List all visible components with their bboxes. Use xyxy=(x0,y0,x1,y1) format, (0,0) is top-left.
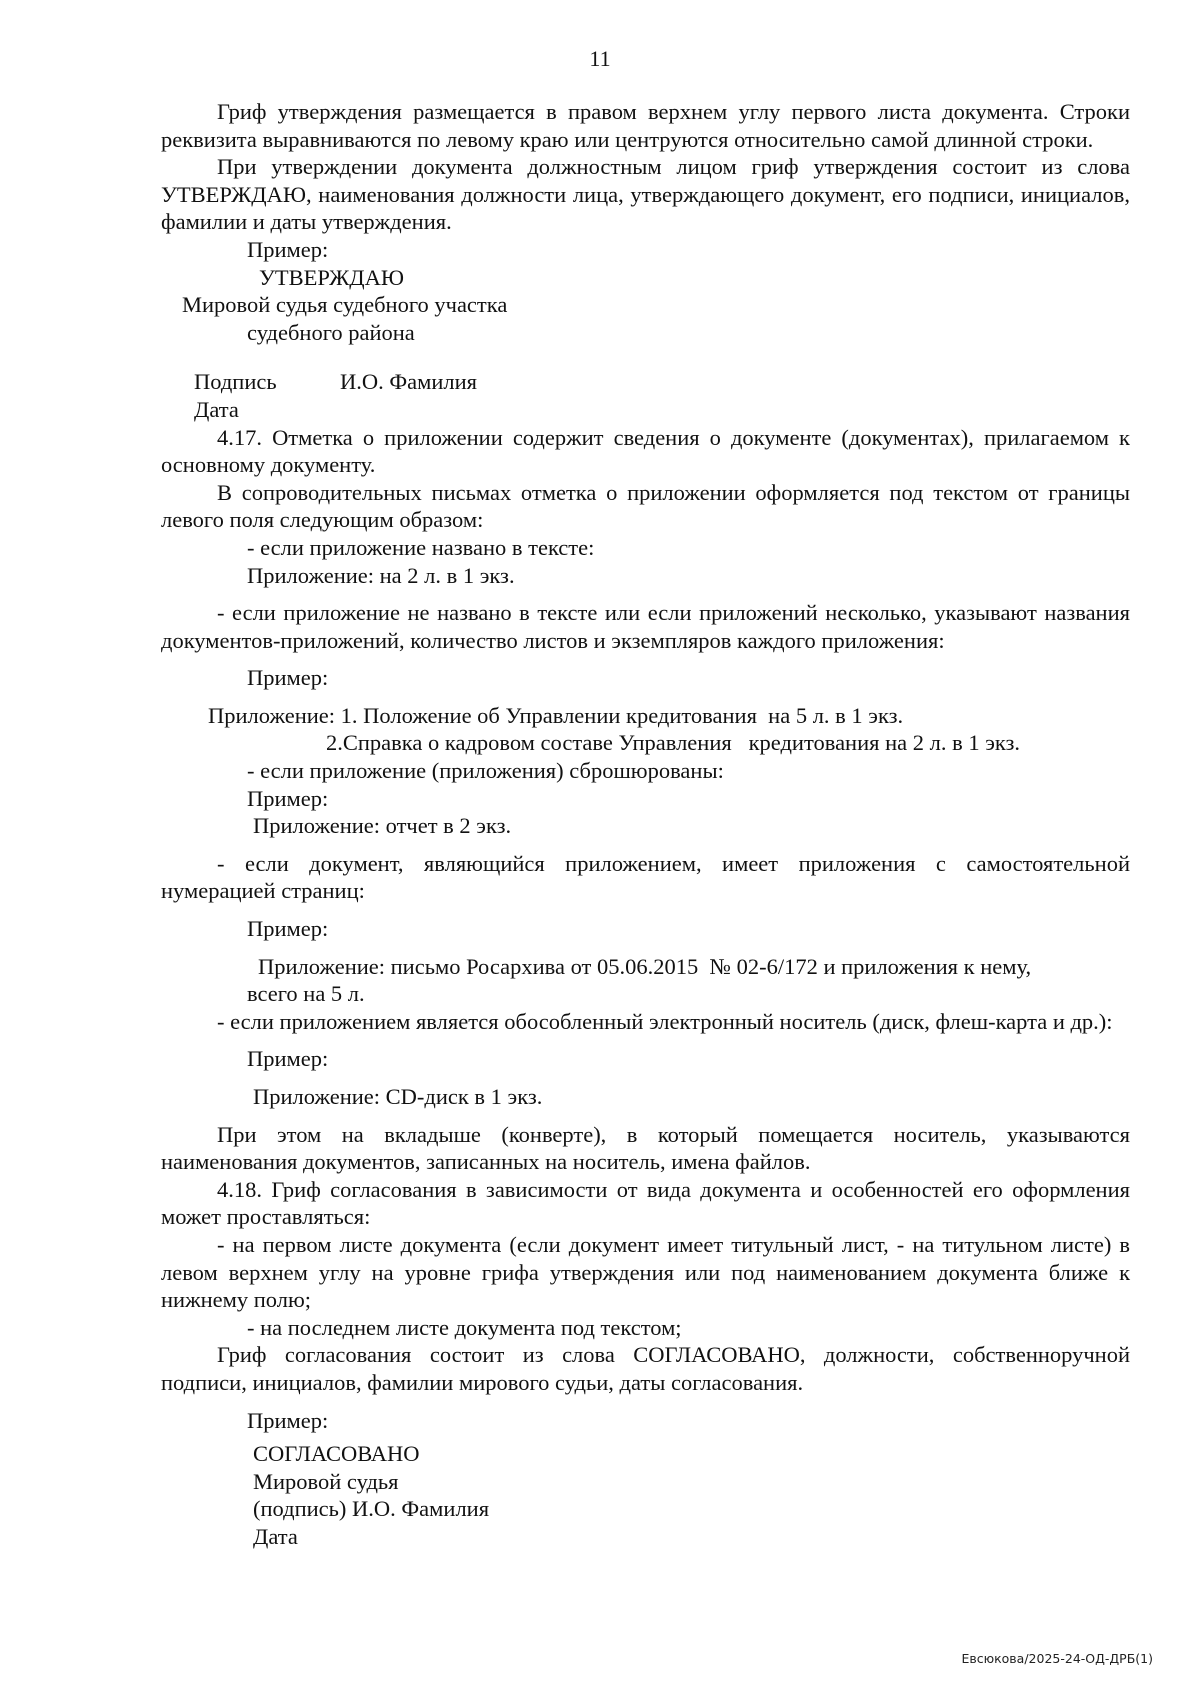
document-body xyxy=(161,98,1130,1551)
paragraph-approval-composition: При утверждении документа должностным лицом гриф утверждения состоит из слова УТВЕРЖДАЮ, наименования должности лица, утверждающего документ, его подписи, инициалов, фамилии и даты утверждения. xyxy=(161,154,1130,235)
spacer xyxy=(161,1397,1130,1407)
paragraph-approval-placement: Гриф утверждения размещается в правом верхнем углу первого листа документа. Строки реквизита выравниваются по левому краю или центруются относительно самой длинной строки. xyxy=(161,99,1130,152)
spacer xyxy=(161,840,1130,850)
agreed-date: Дата xyxy=(253,1523,298,1549)
initials-surname: И.О. Фамилия xyxy=(340,369,478,395)
page-number: 11 xyxy=(589,46,611,71)
spacer xyxy=(161,692,1130,702)
if-bound-line: - если приложение (приложения) сброшюрованы: xyxy=(247,758,724,784)
approve-district: судебного района xyxy=(247,319,415,345)
paragraph-electronic-media: - если приложением является обособленный электронный носитель (диск, флеш-карта и др.): xyxy=(217,1008,1113,1034)
example-label: Пример: xyxy=(247,665,329,691)
spacer xyxy=(161,346,1130,368)
paragraph-first-sheet: - на первом листе документа (если документ имеет титульный лист, - на титульном листе) в левом верхнем углу на уровне грифа утверждения или под наименованием документа ближе к нижнему полю; xyxy=(161,1231,1130,1313)
example-label: Пример: xyxy=(247,916,329,942)
paragraph-4-17: 4.17. Отметка о приложении содержит сведения о документе (документах), прилагаемом к основному документу. xyxy=(161,424,1130,478)
paragraph-4-18: 4.18. Гриф согласования в зависимости от вида документа и особенностей его оформления может проставляться: xyxy=(161,1176,1130,1230)
date-label: Дата xyxy=(194,396,239,422)
if-named-line: - если приложение названо в тексте: xyxy=(247,534,595,560)
attach-letter-line-1: Приложение: письмо Росархива от 05.06.2015 № 02-6/172 и приложения к нему, xyxy=(258,953,1032,979)
example-label: Пример: xyxy=(247,1407,329,1433)
spacer xyxy=(161,1111,1130,1121)
paragraph-agreement-composition: Гриф согласования состоит из слова СОГЛАСОВАНО, должности, собственноручной подписи, инициалов, фамилии мирового судьи, даты согласования. xyxy=(161,1342,1130,1395)
signature-label: Подпись xyxy=(194,369,277,395)
footer-doc-id: Евсюкова/2025-24-ОД-ДРБ(1) xyxy=(961,1651,1153,1666)
example-label: Пример: xyxy=(247,1046,329,1072)
attach-list-item-2: 2.Справка о кадровом составе Управления кредитования на 2 л. в 1 экз. xyxy=(326,730,1021,756)
spacer xyxy=(161,1035,1130,1045)
spacer xyxy=(161,654,1130,664)
spacer xyxy=(161,1073,1130,1083)
attach-list-item-1: Приложение: 1. Положение об Управлении кредитования на 5 л. в 1 экз. xyxy=(208,702,904,728)
attach-simple: Приложение: на 2 л. в 1 экз. xyxy=(247,562,515,588)
agreed-position: Мировой судья xyxy=(253,1468,399,1494)
approve-word: УТВЕРЖДАЮ xyxy=(259,264,405,290)
last-sheet-line: - на последнем листе документа под текстом; xyxy=(247,1314,682,1340)
paragraph-own-numbering: - если документ, являющийся приложением, имеет приложения с самостоятельной нумерацией страниц: xyxy=(161,850,1130,904)
attach-cd: Приложение: CD-диск в 1 экз. xyxy=(253,1084,543,1109)
spacer xyxy=(161,905,1130,915)
spacer xyxy=(161,943,1130,953)
example-label: Пример: xyxy=(247,236,329,262)
example-label: Пример: xyxy=(247,785,329,811)
agreed-word: СОГЛАСОВАНО xyxy=(253,1441,420,1467)
spacer xyxy=(161,589,1130,599)
attach-report: Приложение: отчет в 2 экз. xyxy=(253,813,512,839)
paragraph-insert-envelope: При этом на вкладыше (конверте), в который помещается носитель, указываются наименования документов, записанных на носитель, имена файлов. xyxy=(161,1121,1130,1175)
paragraph-multiple-attachments: - если приложение не названо в тексте или если приложений несколько, указывают названия документов-приложений, количество листов и экземпляров каждого приложения: xyxy=(161,600,1130,653)
attach-letter-line-2: всего на 5 л. xyxy=(247,981,365,1007)
signature-line xyxy=(161,368,1130,396)
paragraph-cover-letters: В сопроводительных письмах отметка о приложении оформляется под текстом от границы левого поля следующим образом: xyxy=(161,479,1130,533)
agreed-signature: (подпись) И.О. Фамилия xyxy=(253,1496,490,1522)
approve-position: Мировой судья судебного участка xyxy=(182,292,508,318)
